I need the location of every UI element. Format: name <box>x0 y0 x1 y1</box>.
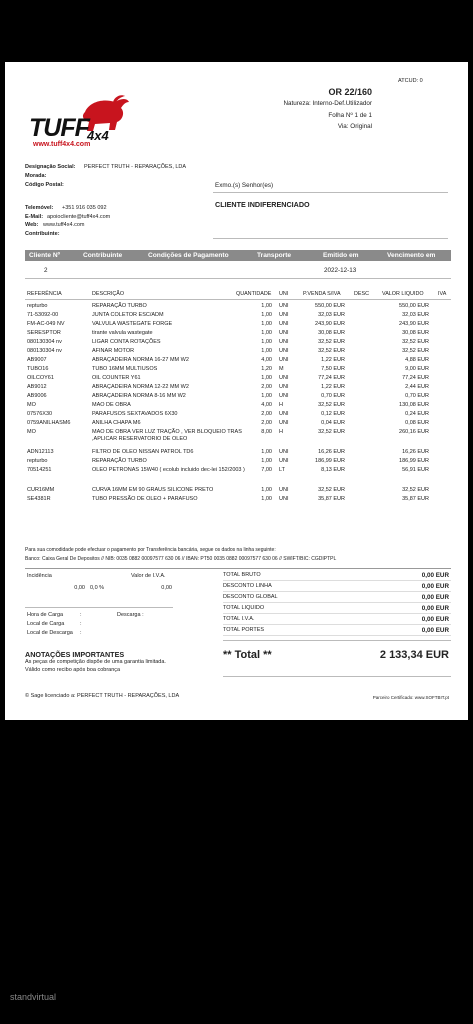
descarga-label: Descarga : <box>117 612 144 618</box>
item-qty: 7,00 <box>261 467 272 473</box>
item-net: 0,24 EUR <box>405 411 429 417</box>
hora-carga-label: Hora de Carga <box>27 612 64 618</box>
col-contribuinte: Contribuinte <box>83 252 123 259</box>
iva-rate: 0,0 % <box>90 585 105 591</box>
item-uni: UNI <box>279 348 289 354</box>
item-uni: UNI <box>279 384 289 390</box>
item-desc: REPARAÇÃO TURBO <box>92 458 147 464</box>
col-vencimento: Vencimento em <box>387 252 436 259</box>
total-value: 0,00 EUR <box>421 594 449 601</box>
item-price: 1,22 EUR <box>321 357 345 363</box>
item-qty: 8,00 <box>261 429 272 435</box>
item-qty: 1,00 <box>261 449 272 455</box>
info-header-bar <box>25 250 451 261</box>
item-qty: 2,00 <box>261 420 272 426</box>
contribuinte-label: Contribuinte: <box>25 231 60 237</box>
incidencia-label: Incidência <box>27 573 52 579</box>
item-qty: 1,00 <box>261 487 272 493</box>
h-referencia: REFERÊNCIA <box>27 291 62 297</box>
item-qty: 1,00 <box>261 321 272 327</box>
item-qty: 2,00 <box>261 384 272 390</box>
item-ref: repturbo <box>27 458 48 464</box>
item-qty: 1,00 <box>261 312 272 318</box>
item-desc: PARAFUSOS SEXTAVADOS 6X30 <box>92 411 178 417</box>
h-quantidade: QUANTIDADE <box>236 291 272 297</box>
item-uni: UNI <box>279 393 289 399</box>
telemovel-label: Telemóvel: <box>25 205 54 211</box>
total-label: TOTAL I.V.A. <box>223 616 255 622</box>
item-price: 16,26 EUR <box>318 449 345 455</box>
item-price: 32,03 EUR <box>318 312 345 318</box>
item-net: 77,24 EUR <box>402 375 429 381</box>
item-ref: 70514251 <box>27 467 52 473</box>
atcud: ATCUD: 0 <box>398 78 423 84</box>
total-value: 0,00 EUR <box>421 605 449 612</box>
doc-folha: Folha Nº 1 de 1 <box>328 112 372 119</box>
item-ref: 71-53092-00 <box>27 312 59 318</box>
grand-total-value: 2 133,34 EUR <box>379 649 449 661</box>
logo-url: www.tuff4x4.com <box>33 141 91 148</box>
doc-number: OR 22/160 <box>328 87 372 97</box>
item-desc: JUNTA COLETOR ESC/ADM <box>92 312 164 318</box>
item-desc: TUBO 16MM MULTIUSOS <box>92 366 158 372</box>
item-net: 130,08 EUR <box>399 402 429 408</box>
email-value[interactable]: apoiocliente@tuff4x4.com <box>47 214 111 220</box>
item-ref: OILCOY61 <box>27 375 54 381</box>
item-price: 186,99 EUR <box>315 458 345 464</box>
payment-line2: Banco: Caixa Geral De Depositos // NIB: 0035 0882 00097577 630 06 // IBAN: PT50 0035 0882 00097577 630 06 // SWIFT/BIC: CGDIPTPL <box>25 556 337 562</box>
item-price: 550,00 EUR <box>315 303 345 309</box>
client-salutation: Exmo.(s) Senhor(es) <box>215 182 274 189</box>
item-net: 4,88 EUR <box>405 357 429 363</box>
item-qty: 1,20 <box>261 366 272 372</box>
logo-brand: TUFF <box>29 114 89 142</box>
item-price: 32,52 EUR <box>318 429 345 435</box>
item-net: 9,00 EUR <box>405 366 429 372</box>
item-uni: UNI <box>279 420 289 426</box>
total-label: TOTAL BRUTO <box>223 572 261 578</box>
item-ref: AB9007 <box>27 357 47 363</box>
item-uni: UNI <box>279 458 289 464</box>
total-label: TOTAL PORTES <box>223 627 265 633</box>
item-uni: UNI <box>279 357 289 363</box>
item-price: 243,90 EUR <box>315 321 345 327</box>
logo-suffix: 4x4 <box>87 128 109 143</box>
item-ref: AB9006 <box>27 393 47 399</box>
item-net: 186,99 EUR <box>399 458 429 464</box>
item-price: 0,04 EUR <box>321 420 345 426</box>
item-ref: 07576X30 <box>27 411 53 417</box>
local-descarga-label: Local de Descarga <box>27 630 73 636</box>
h-descricao: DESCRIÇÃO <box>92 291 125 297</box>
item-net: 260,16 EUR <box>399 429 429 435</box>
notes-title: ANOTAÇÕES IMPORTANTES <box>25 650 125 659</box>
item-price: 8,13 EUR <box>321 467 345 473</box>
item-uni: UNI <box>279 330 289 336</box>
item-ref: SE4381R <box>27 496 51 502</box>
item-uni: UNI <box>279 375 289 381</box>
valor-iva-label: Valor de I.V.A. <box>131 573 166 579</box>
item-uni: M <box>279 366 284 372</box>
local-carga-colon: : <box>80 621 82 627</box>
col-cliente-no: Cliente Nº <box>29 252 60 259</box>
item-uni: UNI <box>279 487 289 493</box>
item-uni: UNI <box>279 449 289 455</box>
item-ref: 080130304 nv <box>27 348 62 354</box>
designacao-value: PERFECT TRUTH - REPARAÇÕES, LDA <box>84 164 187 170</box>
item-qty: 1,00 <box>261 496 272 502</box>
item-price: 32,52 EUR <box>318 339 345 345</box>
item-ref: AB9012 <box>27 384 47 390</box>
item-net: 32,52 EUR <box>402 339 429 345</box>
local-carga-label: Local de Carga <box>27 621 65 627</box>
item-qty: 1,00 <box>261 393 272 399</box>
cliente-no-value: 2 <box>44 267 48 274</box>
total-label: TOTAL LIQUIDO <box>223 605 265 611</box>
item-ref: 080130304 nv <box>27 339 62 345</box>
item-net: 243,90 EUR <box>399 321 429 327</box>
grand-total-label: ** Total ** <box>223 649 272 661</box>
item-uni: UNI <box>279 411 289 417</box>
item-ref: MO <box>27 402 36 408</box>
h-iva: IVA <box>438 291 447 297</box>
emitido-value: 2022-12-13 <box>324 267 357 274</box>
item-qty: 4,00 <box>261 357 272 363</box>
watermark: standvirtual <box>10 992 57 1002</box>
col-emitido: Emitido em <box>323 252 359 259</box>
item-desc: MAO DE OBRA <box>92 402 131 408</box>
invoice-page <box>5 62 468 720</box>
item-ref: SERESPTOR <box>27 330 61 336</box>
item-price: 1,22 EUR <box>321 384 345 390</box>
item-desc: OIL COUNTER Y61 <box>92 375 141 381</box>
h-uni: UNI <box>279 291 289 297</box>
total-label: DESCONTO GLOBAL <box>223 594 278 600</box>
footer-license: © Sage licenciado a: PERFECT TRUTH - REPARAÇÕES, LDA <box>25 693 180 699</box>
item-desc: VALVULA WASTEGATE FORGE <box>92 321 173 327</box>
item-net: 56,91 EUR <box>402 467 429 473</box>
item-price: 32,52 EUR <box>318 348 345 354</box>
item-desc: REPARAÇÃO TURBO <box>92 303 147 309</box>
item-ref: MO <box>27 429 36 435</box>
item-uni: UNI <box>279 303 289 309</box>
codigo-postal-label: Código Postal: <box>25 182 64 188</box>
item-qty: 4,00 <box>261 402 272 408</box>
item-ref: repturbo <box>27 303 48 309</box>
local-descarga-colon: : <box>80 630 82 636</box>
telemovel-value: +351 916 035 092 <box>62 205 107 211</box>
total-value: 0,00 EUR <box>421 627 449 634</box>
item-desc: OLEO PETRONAS 15W40 ( ecolub incluido dec-lei 152/2003 ) <box>92 467 245 473</box>
item-desc: ANILHA CHAPA M6 <box>92 420 141 426</box>
morada-label: Morada: <box>25 173 47 179</box>
item-price: 35,87 EUR <box>318 496 345 502</box>
item-desc: AFINAR MOTOR <box>92 348 135 354</box>
item-price: 0,12 EUR <box>321 411 345 417</box>
item-ref: FM-AC-049 NV <box>27 321 65 327</box>
item-ref: TUBO16 <box>27 366 49 372</box>
item-net: 16,26 EUR <box>402 449 429 455</box>
item-desc: ABRAÇADEIRA NORMA 16-27 MM W2 <box>92 357 189 363</box>
item-desc: CURVA 16MM EM 90 GRAUS SILICONE PRETO <box>92 487 214 493</box>
h-desc: DESC <box>354 291 369 297</box>
item-qty: 1,00 <box>261 458 272 464</box>
item-net: 0,70 EUR <box>405 393 429 399</box>
item-net: 32,03 EUR <box>402 312 429 318</box>
item-uni: LT <box>279 467 286 473</box>
item-ref: CUR16MM <box>27 487 55 493</box>
item-desc: FILTRO DE OLEO NISSAN PATROL TD6 <box>92 449 194 455</box>
item-qty: 2,00 <box>261 411 272 417</box>
item-uni: UNI <box>279 312 289 318</box>
item-desc: TUBO PRESSÃO DE OLEO + PARAFUSO <box>92 496 198 502</box>
designacao-label: Designação Social: <box>25 164 76 170</box>
item-desc: LIGAR CONTA ROTAÇÕES <box>92 339 161 345</box>
col-transporte: Transporte <box>257 252 292 259</box>
total-value: 0,00 EUR <box>421 583 449 590</box>
item-desc: tirante valvula wastegate <box>92 330 153 336</box>
valor-iva-value: 0,00 <box>161 585 172 591</box>
col-condicoes: Condições de Pagamento <box>148 252 229 259</box>
item-qty: 1,00 <box>261 375 272 381</box>
item-net: 2,44 EUR <box>405 384 429 390</box>
item-uni: UNI <box>279 496 289 502</box>
doc-via: Via: Original <box>337 123 372 130</box>
item-price: 32,52 EUR <box>318 487 345 493</box>
company-logo <box>23 90 133 152</box>
doc-natureza: Natureza: Interno-Def.Utilizador <box>283 100 372 107</box>
notes-line2: Válido como recibo após boa cobrança <box>25 667 121 673</box>
hora-carga-colon: : <box>80 612 82 618</box>
total-value: 0,00 EUR <box>421 616 449 623</box>
item-desc: ABRAÇADEIRA NORMA 8-16 MM W2 <box>92 393 186 399</box>
client-name: CLIENTE INDIFERENCIADO <box>215 200 310 209</box>
payment-line1: Para sua comodidade pode efectuar o pagamento por Transferência bancária, segue os dados na linha seguinte: <box>25 547 276 553</box>
item-desc: ABRAÇADEIRA NORMA 12-22 MM W2 <box>92 384 189 390</box>
item-desc: MAO DE OBRA VER LUZ TRAÇÃO , VER BLOQUEIO TRAS ,APLICAR RESERVATORIO DE OLEO <box>92 429 242 442</box>
item-qty: 1,00 <box>261 339 272 345</box>
item-net: 32,52 EUR <box>402 348 429 354</box>
web-label: Web: <box>25 222 39 228</box>
incidencia-value: 0,00 <box>74 585 85 591</box>
h-preco: P.VENDA S/IVA <box>303 291 341 297</box>
item-price: 32,52 EUR <box>318 402 345 408</box>
item-uni: UNI <box>279 321 289 327</box>
item-ref: ADN12113 <box>27 449 54 455</box>
email-label: E-Mail: <box>25 214 44 220</box>
item-qty: 1,00 <box>261 330 272 336</box>
item-price: 30,08 EUR <box>318 330 345 336</box>
footer-partner: Parceiro Certificado: www.SOFTBIT.pt <box>372 695 449 700</box>
item-price: 0,70 EUR <box>321 393 345 399</box>
total-label: DESCONTO LINHA <box>223 583 272 589</box>
item-price: 7,50 EUR <box>321 366 345 372</box>
item-net: 550,00 EUR <box>399 303 429 309</box>
item-net: 35,87 EUR <box>402 496 429 502</box>
item-qty: 1,00 <box>261 303 272 309</box>
h-valor: VALOR LIQUIDO <box>382 291 424 297</box>
item-uni: UNI <box>279 339 289 345</box>
notes-line1: As peças de competição dispõe de uma garantia limitada. <box>25 659 166 665</box>
item-net: 30,08 EUR <box>402 330 429 336</box>
item-ref: 0759ANILHASM6 <box>27 420 71 426</box>
item-uni: H <box>279 402 283 408</box>
web-value[interactable]: www.tuff4x4.com <box>43 222 85 228</box>
item-qty: 1,00 <box>261 348 272 354</box>
item-net: 0,08 EUR <box>405 420 429 426</box>
item-net: 32,52 EUR <box>402 487 429 493</box>
item-price: 77,24 EUR <box>318 375 345 381</box>
total-value: 0,00 EUR <box>421 572 449 579</box>
item-uni: H <box>279 429 283 435</box>
